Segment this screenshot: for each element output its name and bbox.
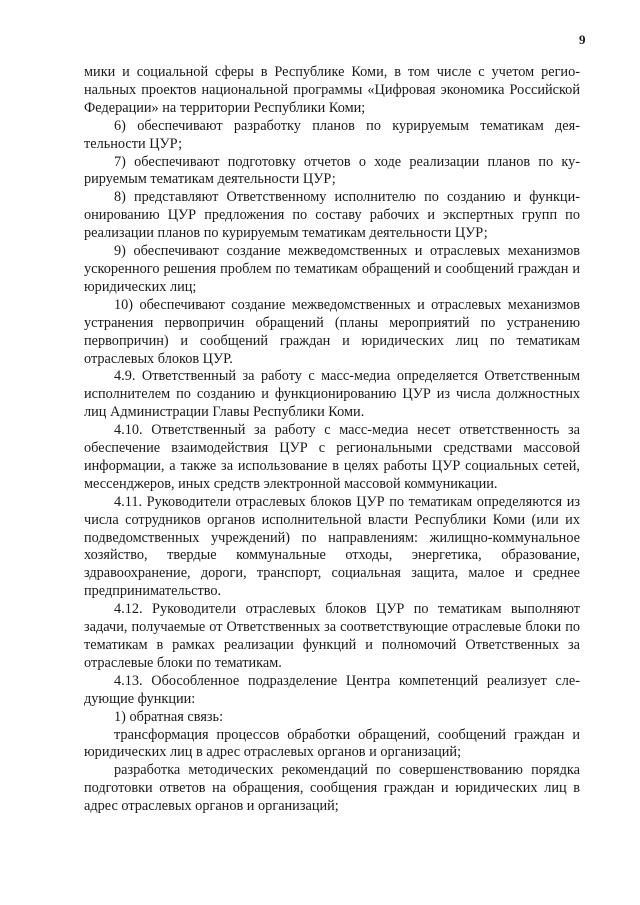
paragraph: 6) обеспечивают разработку планов по курируемым тематикам деятельности ЦУР; (84, 117, 580, 152)
paragraph: 8) представляют Ответственному исполнителю по созданию и функционированию ЦУР предложения по составу рабочих и экспертных групп по реализации планов по курируемым тематикам деятельности ЦУР; (84, 189, 580, 242)
paragraph: 10) обеспечивают создание межведомственных и отраслевых механизмов устранения первопричин обращений (планы мероприятий по устранению первопричин) и сообщений граждан и юридических лиц по тематикам отраслевых блоков ЦУР. (84, 296, 580, 367)
paragraph: 9) обеспечивают создание межведомственных и отраслевых механизмов ускоренного решения проблем по тематикам обращений и сообщений граждан и юридических лиц; (84, 243, 580, 295)
paragraph: 7) обеспечивают подготовку отчетов о ходе реализации планов по курируемым тематикам деятельности ЦУР; (84, 153, 580, 188)
paragraph: разработка методических рекомендаций по совершенствованию порядка подготовки ответов на обращения, сообщения граждан и юридических лиц в адрес отраслевых органов и организаций; (84, 762, 580, 815)
paragraph: 4.13. Обособленное подразделение Центра компетенций реализует следующие функции: (84, 672, 580, 707)
paragraph: 4.12. Руководители отраслевых блоков ЦУР по тематикам выполняют задачи, получаемые от Ответственных за соответствующие отраслевые блоки по тематикам в рамках реализации функций и полномочий Ответственных за отраслевые блоки по тематикам. (84, 601, 580, 671)
paragraph: мики и социальной сферы в Республике Коми, в том числе с учетом региональных проектов национальной программы «Цифровая экономика Российской Федерации» на территории Республики Коми; (84, 64, 580, 116)
paragraph: 4.10. Ответственный за работу с масс-медиа несет ответственность за обеспечение взаимодействия ЦУР с региональными средствами массовой информации, а также за использование в целях работы ЦУР социальных сетей, мессенджеров, иных средств электронной массовой коммуникации. (84, 422, 580, 492)
paragraph: 4.11. Руководители отраслевых блоков ЦУР по тематикам определяются из числа сотрудников органов исполнительной власти Республики Коми (или их подведомственных учреждений) по направлениям: жилищно-коммунальное хозяйство, твердые коммунальные отходы, энергетика, образование, здравоохранение, дороги, транспорт, социальная защита, малое и среднее предпринимательство. (84, 493, 580, 600)
paragraph: 4.9. Ответственный за работу с масс-медиа определяется Ответственным исполнителем по созданию и функционированию ЦУР из числа должностных лиц Администрации Главы Республики Коми. (84, 368, 580, 421)
document-text (84, 64, 580, 816)
page-number: 9 (579, 32, 586, 47)
paragraph: 1) обратная связь: (114, 708, 224, 725)
paragraph: трансформация процессов обработки обращений, сообщений граждан и юридических лиц в адрес отраслевых органов и организаций; (84, 726, 580, 761)
